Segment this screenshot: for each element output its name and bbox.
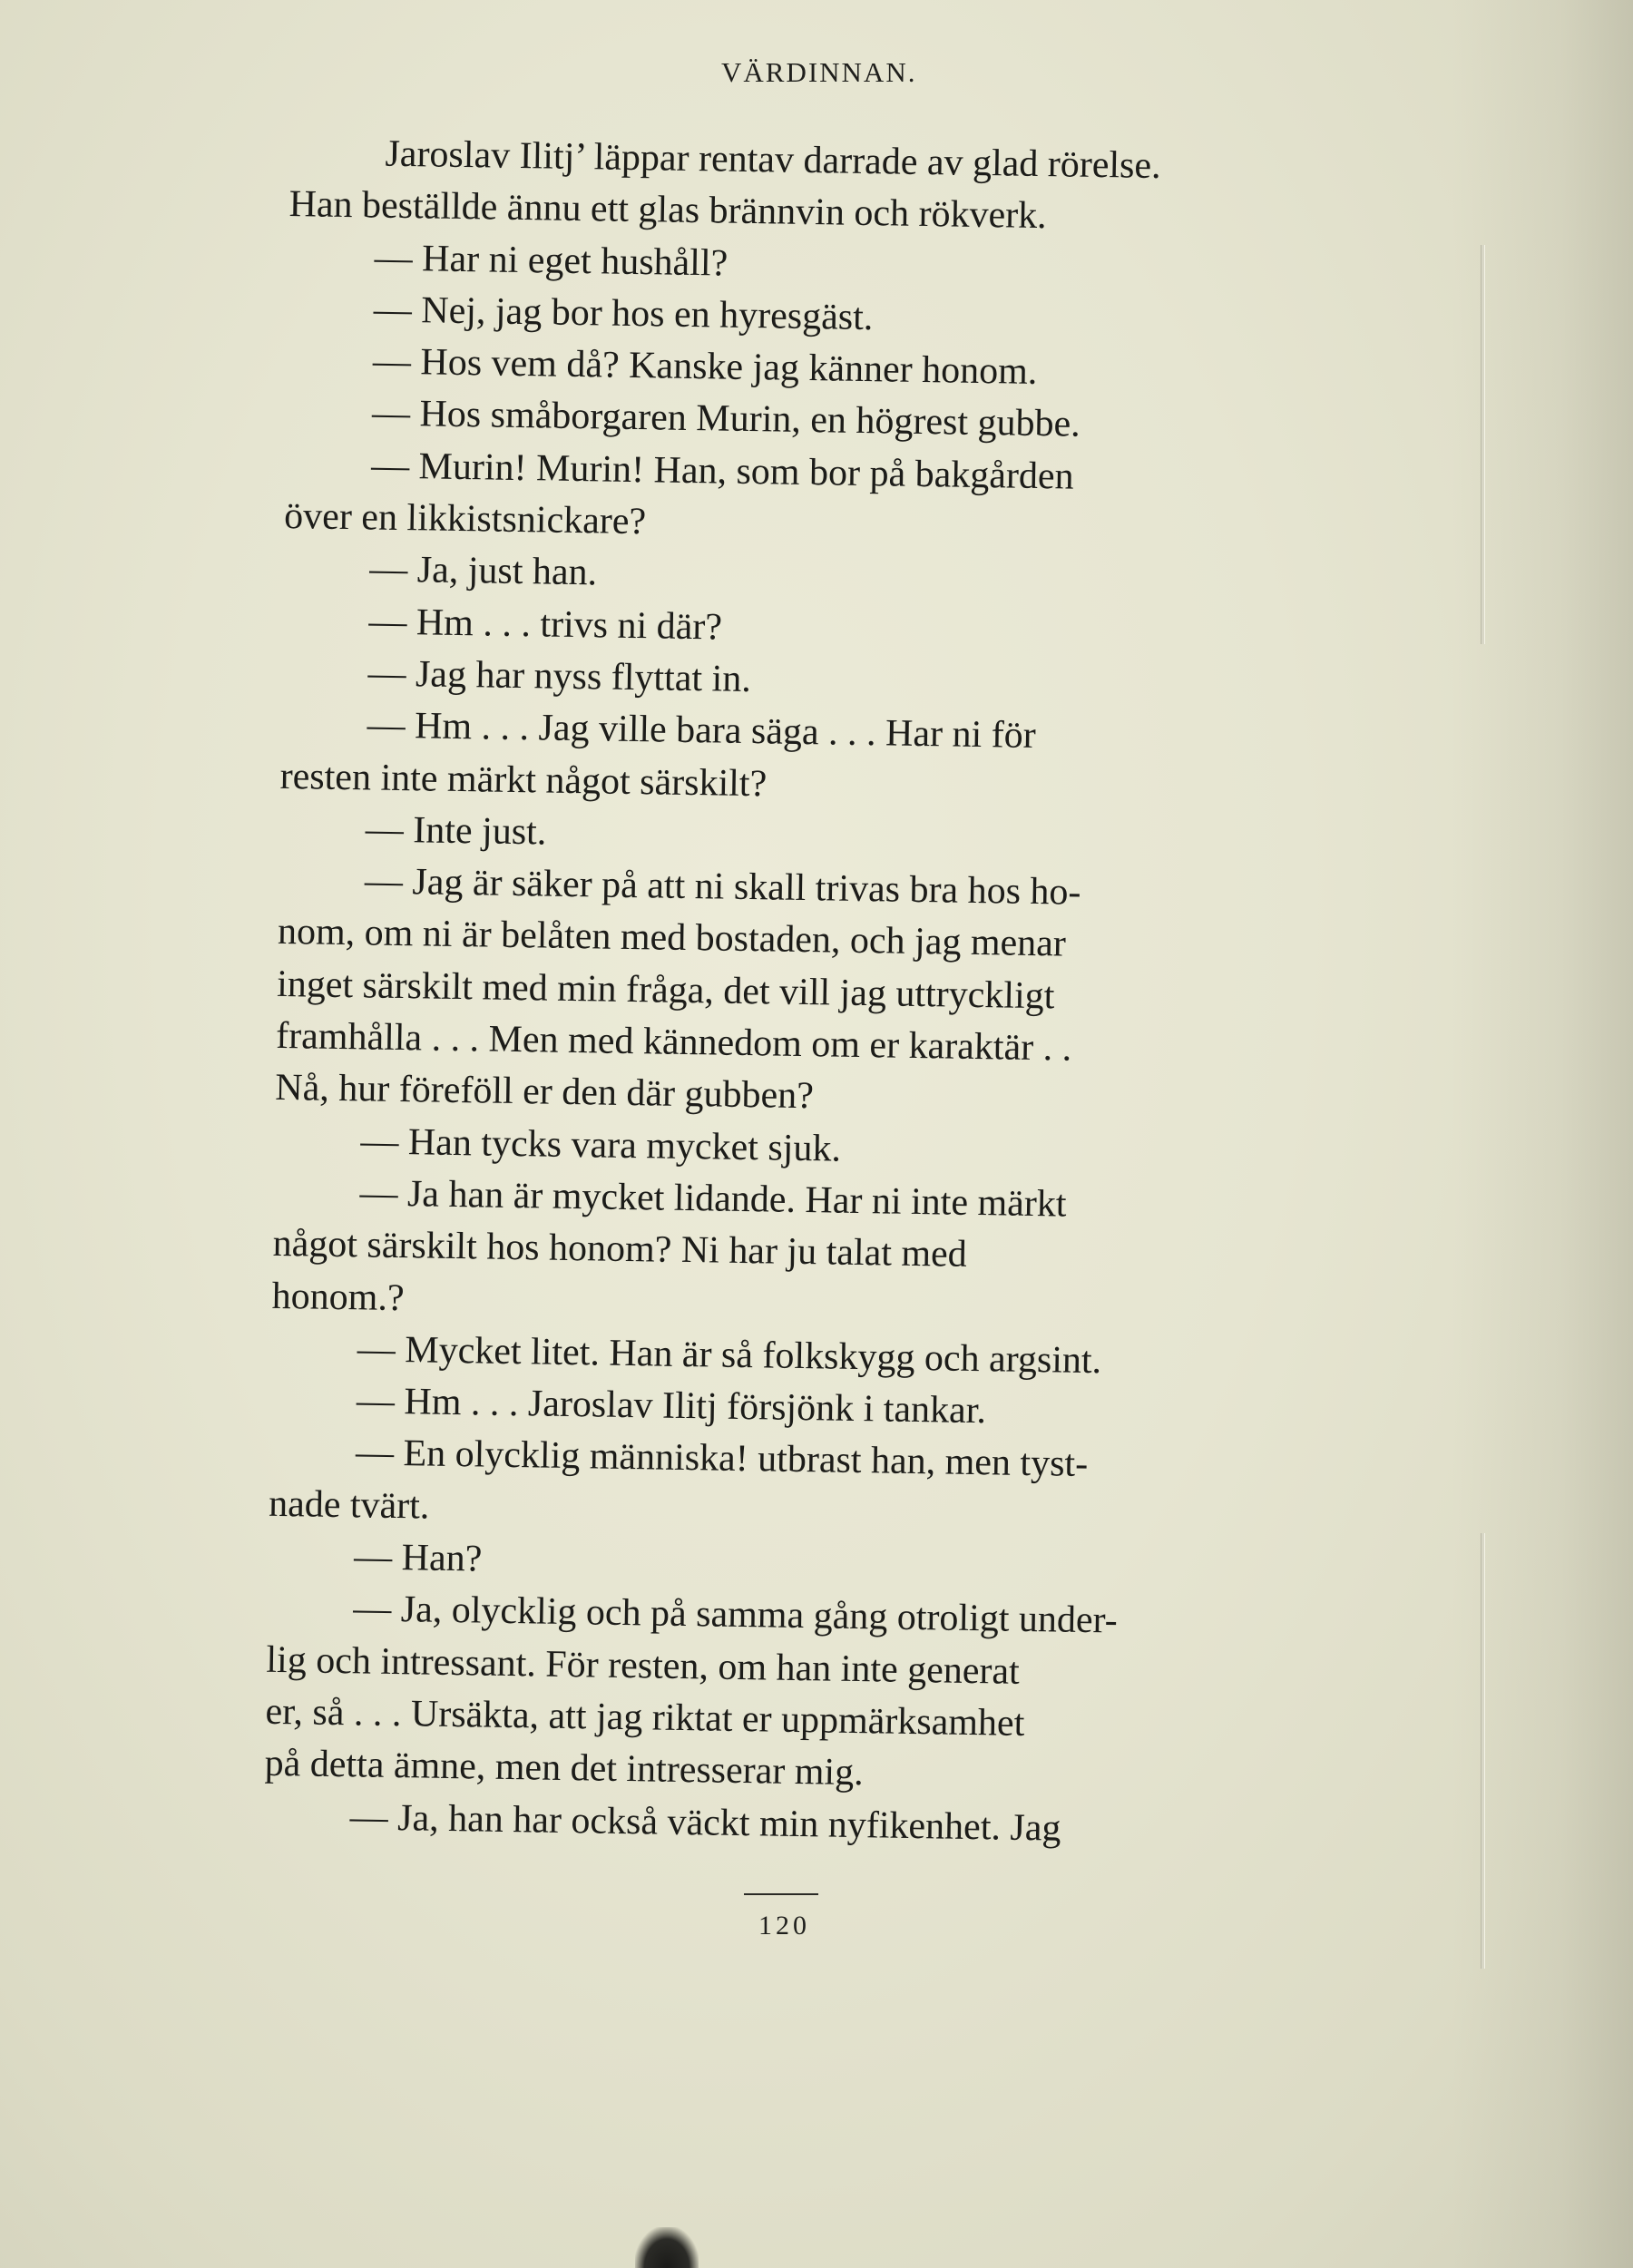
scan-shadow: [635, 2227, 699, 2268]
text-line: — En olycklig människa! utbrast han, men tyst-: [355, 1432, 1089, 1486]
text-line: — Hos vem då? Kanske jag känner honom.: [372, 340, 1038, 394]
text-line: — Han tycks vara mycket sjuk.: [360, 1119, 842, 1170]
text-line: — Inte just.: [365, 808, 547, 854]
text-line: inget särskilt med min fråga, det vill jag uttryckligt: [276, 963, 1055, 1018]
text-line: — Jag har nyss flyttat in.: [367, 652, 752, 701]
text-line: — Nej, jag bor hos en hyresgäst.: [373, 288, 874, 339]
text-line: honom.?: [271, 1275, 405, 1319]
text-line: framhålla . . . Men med kännedom om er karaktär . .: [275, 1014, 1072, 1070]
text-line: — Murin! Murin! Han, som bor på bakgården: [370, 445, 1074, 498]
text-line: på detta ämne, men det intresserar mig.: [264, 1742, 865, 1794]
adjacent-page-edge: [1481, 1533, 1485, 1969]
text-line: över en likkistsnickare?: [283, 495, 647, 543]
text-line: nom, om ni är belåten med bostaden, och jag menar: [277, 911, 1067, 965]
text-line: lig och intressant. För resten, om han inte generat: [266, 1638, 1021, 1693]
text-line: Han beställde ännu ett glas brännvin och rökverk.: [288, 183, 1047, 238]
text-line: — Hm . . . trivs ni där?: [368, 601, 723, 649]
text-line: — Ja, han har också väckt min nyfikenhet. Jag: [349, 1795, 1061, 1850]
text-line: — Jag är säker på att ni skall trivas bra hos ho-: [364, 860, 1081, 914]
text-line: — Ja, just han.: [368, 548, 598, 594]
text-line: — Mycket litet. Han är så folkskygg och argsint.: [357, 1328, 1102, 1383]
page-edge-shadow: [1452, 0, 1633, 2268]
text-line: — Hos småborgaren Murin, en högrest gubbe.: [371, 392, 1081, 446]
text-line: nade tvärt.: [268, 1482, 430, 1528]
adjacent-page-edge: [1481, 245, 1485, 644]
text-line: — Hm . . . Jaroslav Ilitj försjönk i tankar.: [356, 1380, 987, 1432]
text-line: — Han?: [353, 1536, 483, 1580]
text-line: något särskilt hos honom? Ni har ju talat med: [272, 1223, 968, 1276]
text-line: — Hm . . . Jag ville bara säga . . . Har ni för: [367, 704, 1037, 758]
text-line: Nå, hur föreföll er den där gubben?: [274, 1067, 815, 1118]
text-line: resten inte märkt något särskilt?: [279, 755, 768, 805]
text-line: — Har ni eget hushåll?: [374, 237, 728, 285]
text-line: — Ja han är mycket lidande. Har ni inte märkt: [359, 1172, 1067, 1226]
text-line: — Ja, olycklig och på samma gång otroligt under-: [352, 1588, 1119, 1642]
text-line: er, så . . . Ursäkta, att jag riktat er uppmärksamhet: [265, 1690, 1025, 1745]
footer-rule: [744, 1893, 818, 1895]
text-line: Jaroslav Ilitj’ läppar rentav darrade av glad rörelse.: [385, 132, 1161, 188]
running-header: VÄRDINNAN.: [721, 56, 917, 88]
body-text: [263, 127, 1361, 1859]
page-number: 120: [758, 1911, 810, 1941]
